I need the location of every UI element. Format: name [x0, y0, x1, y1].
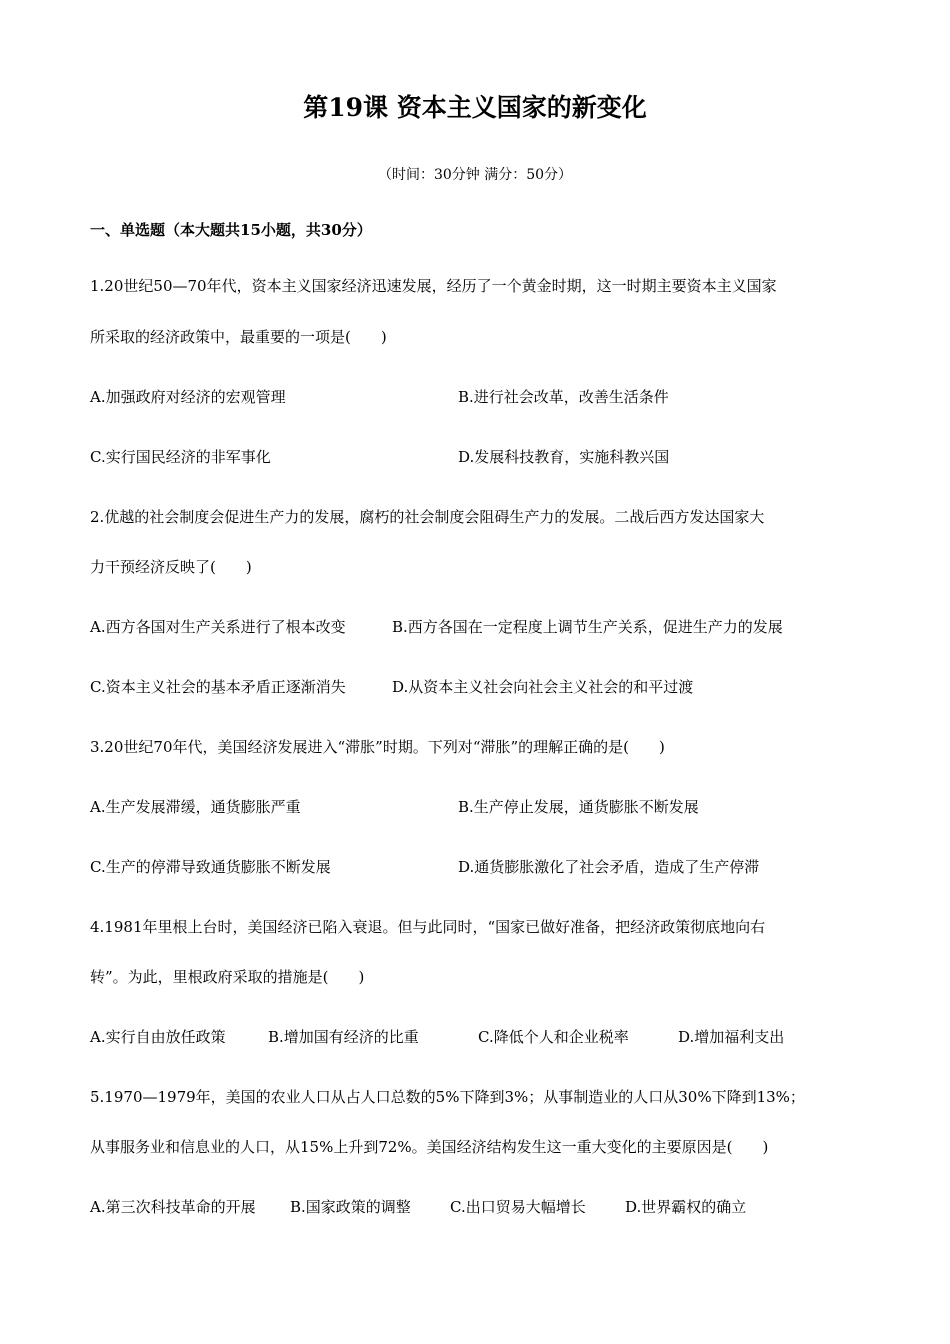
option-c[interactable]: C.实行国民经济的非军事化 — [90, 448, 271, 466]
option-c[interactable]: C.生产的停滞导致通货膨胀不断发展 — [90, 858, 331, 876]
question-text-line: 1.20世纪50—70年代，资本主义国家经济迅速发展，经历了一个黄金时期，这一时期主要资本主义国家 — [90, 277, 777, 295]
option-a[interactable]: A.加强政府对经济的宏观管理 — [90, 388, 286, 406]
question-text-line: 力干预经济反映了( ) — [90, 558, 252, 576]
option-a[interactable]: A.生产发展滞缓，通货膨胀严重 — [90, 798, 301, 816]
option-a[interactable]: A.西方各国对生产关系进行了根本改变 — [90, 618, 346, 636]
question-text-line: 2.优越的社会制度会促进生产力的发展，腐朽的社会制度会阻碍生产力的发展。二战后西方发达国家大 — [90, 508, 765, 526]
option-d[interactable]: D.从资本主义社会向社会主义社会的和平过渡 — [392, 678, 694, 696]
option-b[interactable]: B.进行社会改革，改善生活条件 — [458, 388, 669, 406]
option-d[interactable]: D.通货膨胀激化了社会矛盾，造成了生产停滞 — [458, 858, 760, 876]
document-title: 第19课 资本主义国家的新变化 — [303, 93, 647, 122]
option-c[interactable]: C.资本主义社会的基本矛盾正逐渐消失 — [90, 678, 346, 696]
option-b[interactable]: B.生产停止发展，通货膨胀不断发展 — [458, 798, 699, 816]
option-b[interactable]: B.增加国有经济的比重 — [268, 1028, 419, 1046]
option-d[interactable]: D.世界霸权的确立 — [625, 1198, 747, 1216]
question-text-line: 5.1970—1979年，美国的农业人口从占人口总数的5%下降到3%；从事制造业的人口从30%下降到13%； — [90, 1088, 805, 1106]
question-text-line: 3.20世纪70年代，美国经济发展进入“滞胀”时期。下列对“滞胀”的理解正确的是( ) — [90, 738, 665, 756]
option-b[interactable]: B.国家政策的调整 — [290, 1198, 411, 1216]
option-a[interactable]: A.第三次科技革命的开展 — [90, 1198, 256, 1216]
question-text-line: 转”。为此，里根政府采取的措施是( ) — [90, 968, 365, 986]
option-c[interactable]: C.降低个人和企业税率 — [478, 1028, 629, 1046]
option-d[interactable]: D.发展科技教育，实施科教兴国 — [458, 448, 670, 466]
question-text-line: 4.1981年里根上台时，美国经济已陷入衰退。但与此同时，“国家已做好准备，把经济政策彻底地向右 — [90, 918, 766, 936]
option-c[interactable]: C.出口贸易大幅增长 — [450, 1198, 586, 1216]
exam-info: （时间：30分钟 满分：50分） — [377, 167, 573, 183]
option-d[interactable]: D.增加福利支出 — [678, 1028, 785, 1046]
section-heading: 一、单选题（本大题共15小题，共30分） — [90, 221, 372, 239]
question-text-line: 从事服务业和信息业的人口，从15%上升到72%。美国经济结构发生这一重大变化的主要原因是( ) — [90, 1138, 769, 1156]
option-a[interactable]: A.实行自由放任政策 — [90, 1028, 226, 1046]
option-b[interactable]: B.西方各国在一定程度上调节生产关系，促进生产力的发展 — [392, 618, 783, 636]
question-text-line: 所采取的经济政策中，最重要的一项是( ) — [90, 328, 387, 346]
